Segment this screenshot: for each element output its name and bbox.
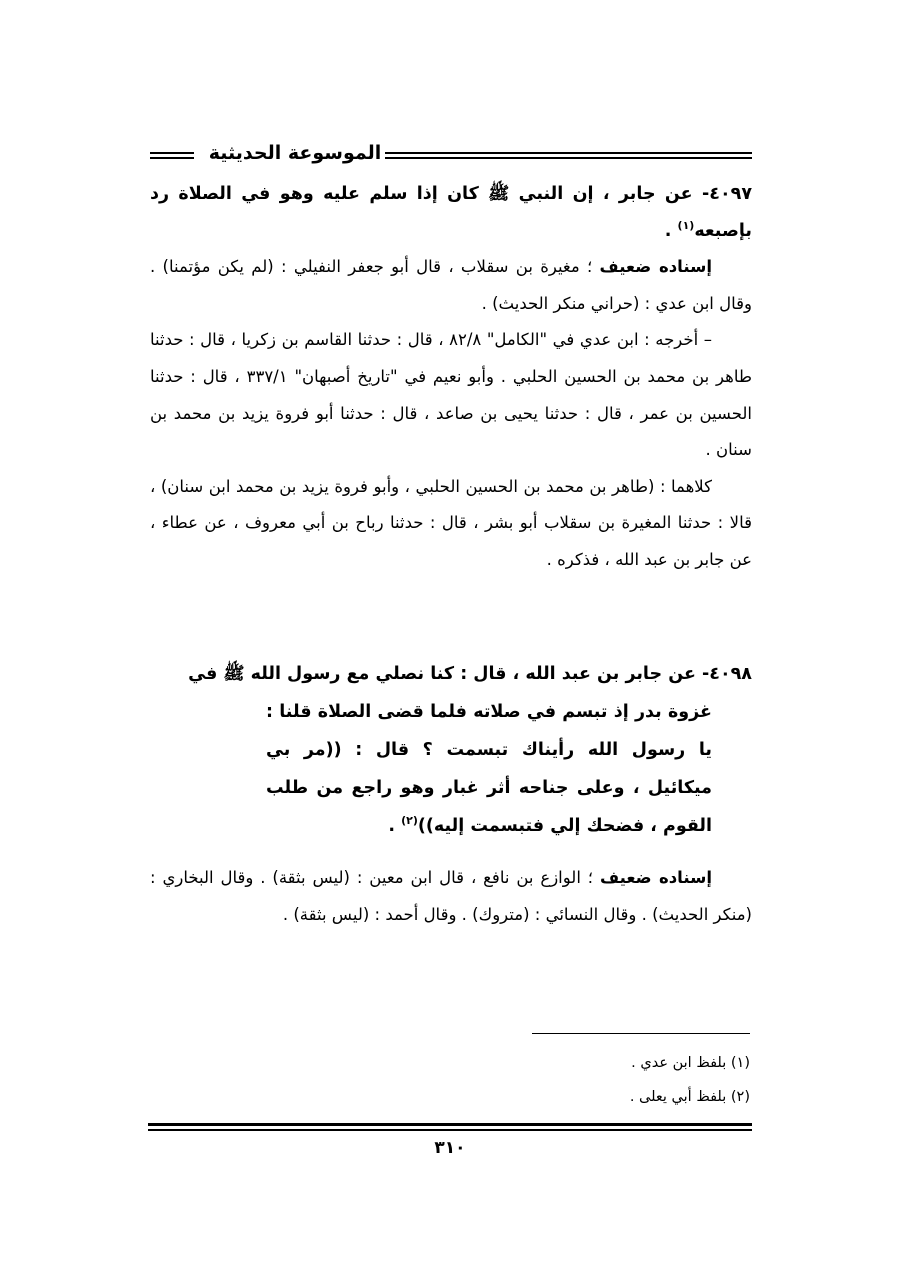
hadith-end: . xyxy=(388,816,402,836)
header-rule-left-top xyxy=(150,152,194,154)
hadith-body xyxy=(150,693,752,845)
isnad-paragraph xyxy=(150,249,752,322)
footnote-1: (١) بلفظ ابن عدي . xyxy=(631,1055,750,1071)
footer-rule-bottom xyxy=(148,1129,752,1131)
header-rule-right-top xyxy=(385,152,752,154)
isnad-paragraph xyxy=(150,860,752,933)
isnad-label: إسناده ضعيف xyxy=(599,868,712,887)
footnote-2: (٢) بلفظ أبي يعلى . xyxy=(629,1089,750,1105)
page-number: ٣١٠ xyxy=(434,1138,466,1158)
hadith-end: . xyxy=(664,220,678,241)
hadith-text: عن جابر ، إن النبي ﷺ كان إذا سلم عليه وهو في الصلاة رد بإصبعه xyxy=(150,184,752,241)
hadith-number: ٤٠٩٨- xyxy=(702,664,752,684)
footnote-ref-1: (١) xyxy=(677,218,695,232)
isnad-text: ؛ مغيرة بن سقلاب ، قال أبو جعفر النفيلي : (لم يكن مؤتمنا) . وقال ابن عدي : (حراني منكر الحديث) . xyxy=(150,257,752,313)
header-rule-left-bottom xyxy=(150,157,194,159)
hadith-4098 xyxy=(150,655,752,845)
hadith-4097 xyxy=(150,176,752,249)
hadith-line1: عن جابر بن عبد الله ، قال : كنا نصلي مع رسول الله ﷺ في xyxy=(188,664,696,684)
isnad-text: ؛ الوازع بن نافع ، قال ابن معين : (ليس بثقة) . وقال البخاري : (منكر الحديث) . وقال النسائي : (متروك) . وقال أحمد : (ليس بثقة) . xyxy=(150,868,752,924)
footnote-ref-2: (٢) xyxy=(401,814,418,828)
hadith-number: ٤٠٩٧- xyxy=(702,184,753,204)
footnote-separator xyxy=(532,1033,750,1034)
header-rule-right-bottom xyxy=(385,157,752,159)
header-title: الموسوعة الحديثية xyxy=(208,142,382,164)
isnad-4098 xyxy=(150,860,752,933)
hadith-first-line xyxy=(150,655,752,693)
takhrij-paragraph: – أخرجه : ابن عدي في "الكامل" ٨٢/٨ ، قال : حدثنا القاسم بن زكريا ، قال : حدثنا طاهر بن محمد بن الحسين الحلبي . وأبو نعيم في "تاريخ أصبهان" ٣٣٧/١ ، قال : حدثنا الحسين بن عمر ، قال : حدثنا يحيى بن صاعد ، قال : حدثنا أبو فروة يزيد بن محمد بن سنان . xyxy=(150,330,752,460)
kilahuma-paragraph: كلاهما : (طاهر بن محمد بن الحسين الحلبي ، وأبو فروة يزيد بن محمد ابن سنان) ، قالا : حدثنا المغيرة بن سقلاب أبو بشر ، قال : حدثنا رباح بن أبي معروف ، عن عطاء ، عن جابر بن عبد الله ، فذكره . xyxy=(150,476,752,569)
hadith-body-text: غزوة بدر إذ تبسم في صلاته فلما قضى الصلاة قلنا : يا رسول الله رأيناك تبسمت ؟ قال : ((مر بي ميكائيل ، وعلى جناحه أثر غبار وهو راجع من طلب القوم ، فضحك إلي فتبسمت إليه)) xyxy=(266,702,712,836)
isnad-label: إسناده ضعيف xyxy=(599,257,712,277)
footer-rule-top xyxy=(148,1123,752,1126)
content-block xyxy=(150,176,752,579)
footnotes xyxy=(400,1046,750,1114)
